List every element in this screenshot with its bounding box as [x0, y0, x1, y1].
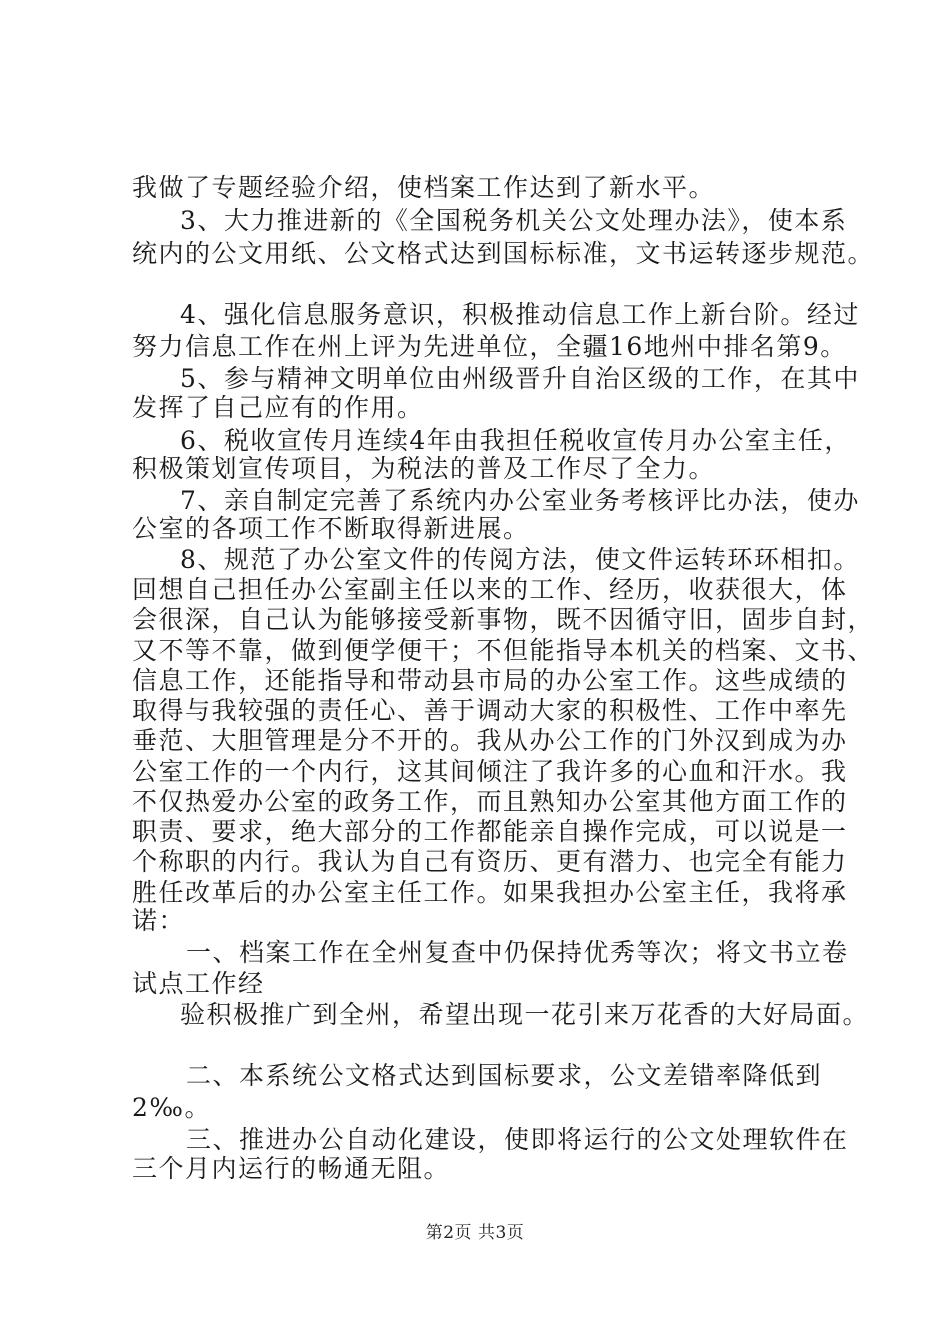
text-line: 不仅热爱办公室的政务工作，而且熟知办公室其他方面工作的 [132, 787, 848, 816]
text-line: 2‰。 [132, 1093, 211, 1122]
text-line: 努力信息工作在州上评为先进单位，全疆16地州中排名第9。 [132, 332, 847, 361]
text-line: 试点工作经 [132, 969, 265, 998]
text-line: 又不等不靠，做到便学便干；不但能指导本机关的档案、文书、 [132, 636, 875, 665]
text-line: 公室工作的一个内行，这其间倾注了我许多的心血和汗水。我 [132, 757, 848, 786]
text-line: 个称职的内行。我认为自己有资历、更有潜力、也完全有能力 [132, 847, 848, 876]
text-line: 3、大力推进新的《全国税务机关公文处理办法》，使本系 [180, 206, 848, 235]
text-line: 二、本系统公文格式达到国标要求，公文差错率降低到 [186, 1061, 823, 1090]
text-line: 4、强化信息服务意识，积极推动信息工作上新台阶。经过 [180, 300, 860, 329]
text-line: 垂范、大胆管理是分不开的。我从办公工作的门外汉到成为办 [132, 726, 848, 755]
text-line: 诺： [132, 906, 186, 935]
text-line: 积极策划宣传项目，为税法的普及工作尽了全力。 [132, 454, 716, 483]
text-line: 三个月内运行的畅通无阻。 [132, 1154, 451, 1183]
text-line: 一、档案工作在全州复查中仍保持优秀等次；将文书立卷 [186, 938, 849, 967]
text-line: 信息工作，还能指导和带动县市局的办公室工作。这些成绩的 [132, 666, 848, 695]
text-line: 取得与我较强的责任心、善于调动大家的积极性、工作中率先 [132, 696, 848, 725]
text-line: 统内的公文用纸、公文格式达到国标标准，文书运转逐步规范。 [132, 239, 875, 268]
text-line: 5、参与精神文明单位由州级晋升自治区级的工作，在其中 [180, 364, 860, 393]
text-line: 回想自己担任办公室副主任以来的工作、经历，收获很大，体 [132, 575, 848, 604]
text-line: 6、税收宣传月连续4年由我担任税收宣传月办公室主任， [180, 426, 851, 455]
text-line: 验积极推广到全州，希望出现一花引来万花香的大好局面。 [180, 1000, 870, 1029]
text-line: 会很深，自己认为能够接受新事物，既不因循守旧，固步自封， [132, 605, 875, 634]
text-line: 8、规范了办公室文件的传阅方法，使文件运转环环相扣。 [180, 545, 860, 574]
text-line: 公室的各项工作不断取得新进展。 [132, 514, 530, 543]
text-line: 胜任改革后的办公室主任工作。如果我担办公室主任，我将承 [132, 878, 848, 907]
text-line: 7、亲自制定完善了系统内办公室业务考核评比办法，使办 [180, 486, 860, 515]
text-line: 发挥了自己应有的作用。 [132, 393, 424, 422]
text-line: 职责、要求，绝大部分的工作都能亲自操作完成，可以说是一 [132, 817, 848, 846]
page-footer: 第2页 共3页 [425, 1223, 525, 1243]
text-line: 三、推进办公自动化建设，使即将运行的公文处理软件在 [186, 1125, 849, 1154]
text-line: 我做了专题经验介绍，使档案工作达到了新水平。 [132, 173, 716, 202]
